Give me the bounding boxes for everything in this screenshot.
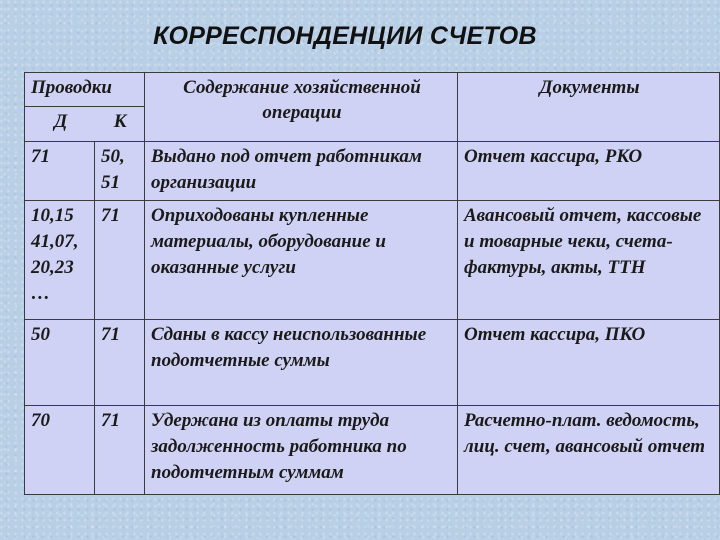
- header-credit: К: [113, 111, 127, 132]
- table-row: [25, 406, 720, 495]
- content-cell: Выдано под отчет работникам организации: [145, 142, 458, 201]
- debit-cell: 50: [25, 320, 95, 406]
- content-cell: Оприходованы купленные материалы, оборудование и оказанные услуги: [145, 201, 458, 320]
- debit-cell: 10,15 41,07, 20,23 …: [25, 201, 95, 320]
- documents-cell: Отчет кассира, РКО: [458, 142, 720, 201]
- header-debit: Д: [54, 111, 68, 132]
- content-cell: Сданы в кассу неиспользованные подотчетные суммы: [145, 320, 458, 406]
- table-row: [25, 320, 720, 406]
- credit-cell: 71: [95, 320, 145, 406]
- credit-cell: 71: [95, 201, 145, 320]
- header-postings: Проводки: [25, 73, 145, 107]
- correspondence-table: [24, 72, 720, 495]
- credit-cell: 50, 51: [95, 142, 145, 201]
- content-cell: Удержана из оплаты труда задолженность работника по подотчетным суммам: [145, 406, 458, 495]
- debit-cell: 71: [25, 142, 95, 201]
- table-header-row: [25, 73, 720, 107]
- header-content: Содержание хозяйственной операции: [145, 73, 458, 142]
- documents-cell: Авансовый отчет, кассовые и товарные чеки, счета-фактуры, акты, ТТН: [458, 201, 720, 320]
- debit-cell: 70: [25, 406, 95, 495]
- page-title: КОРРЕСПОНДЕНЦИИ СЧЕТОВ: [153, 22, 537, 50]
- documents-cell: Расчетно-плат. ведомость, лиц. счет, авансовый отчет: [458, 406, 720, 495]
- header-debit-cell: [25, 107, 95, 142]
- credit-cell: 71: [95, 406, 145, 495]
- documents-cell: Отчет кассира, ПКО: [458, 320, 720, 406]
- header-documents: Документы: [458, 73, 720, 142]
- table-row: [25, 201, 720, 320]
- header-credit-cell: [95, 107, 145, 142]
- table-row: [25, 142, 720, 201]
